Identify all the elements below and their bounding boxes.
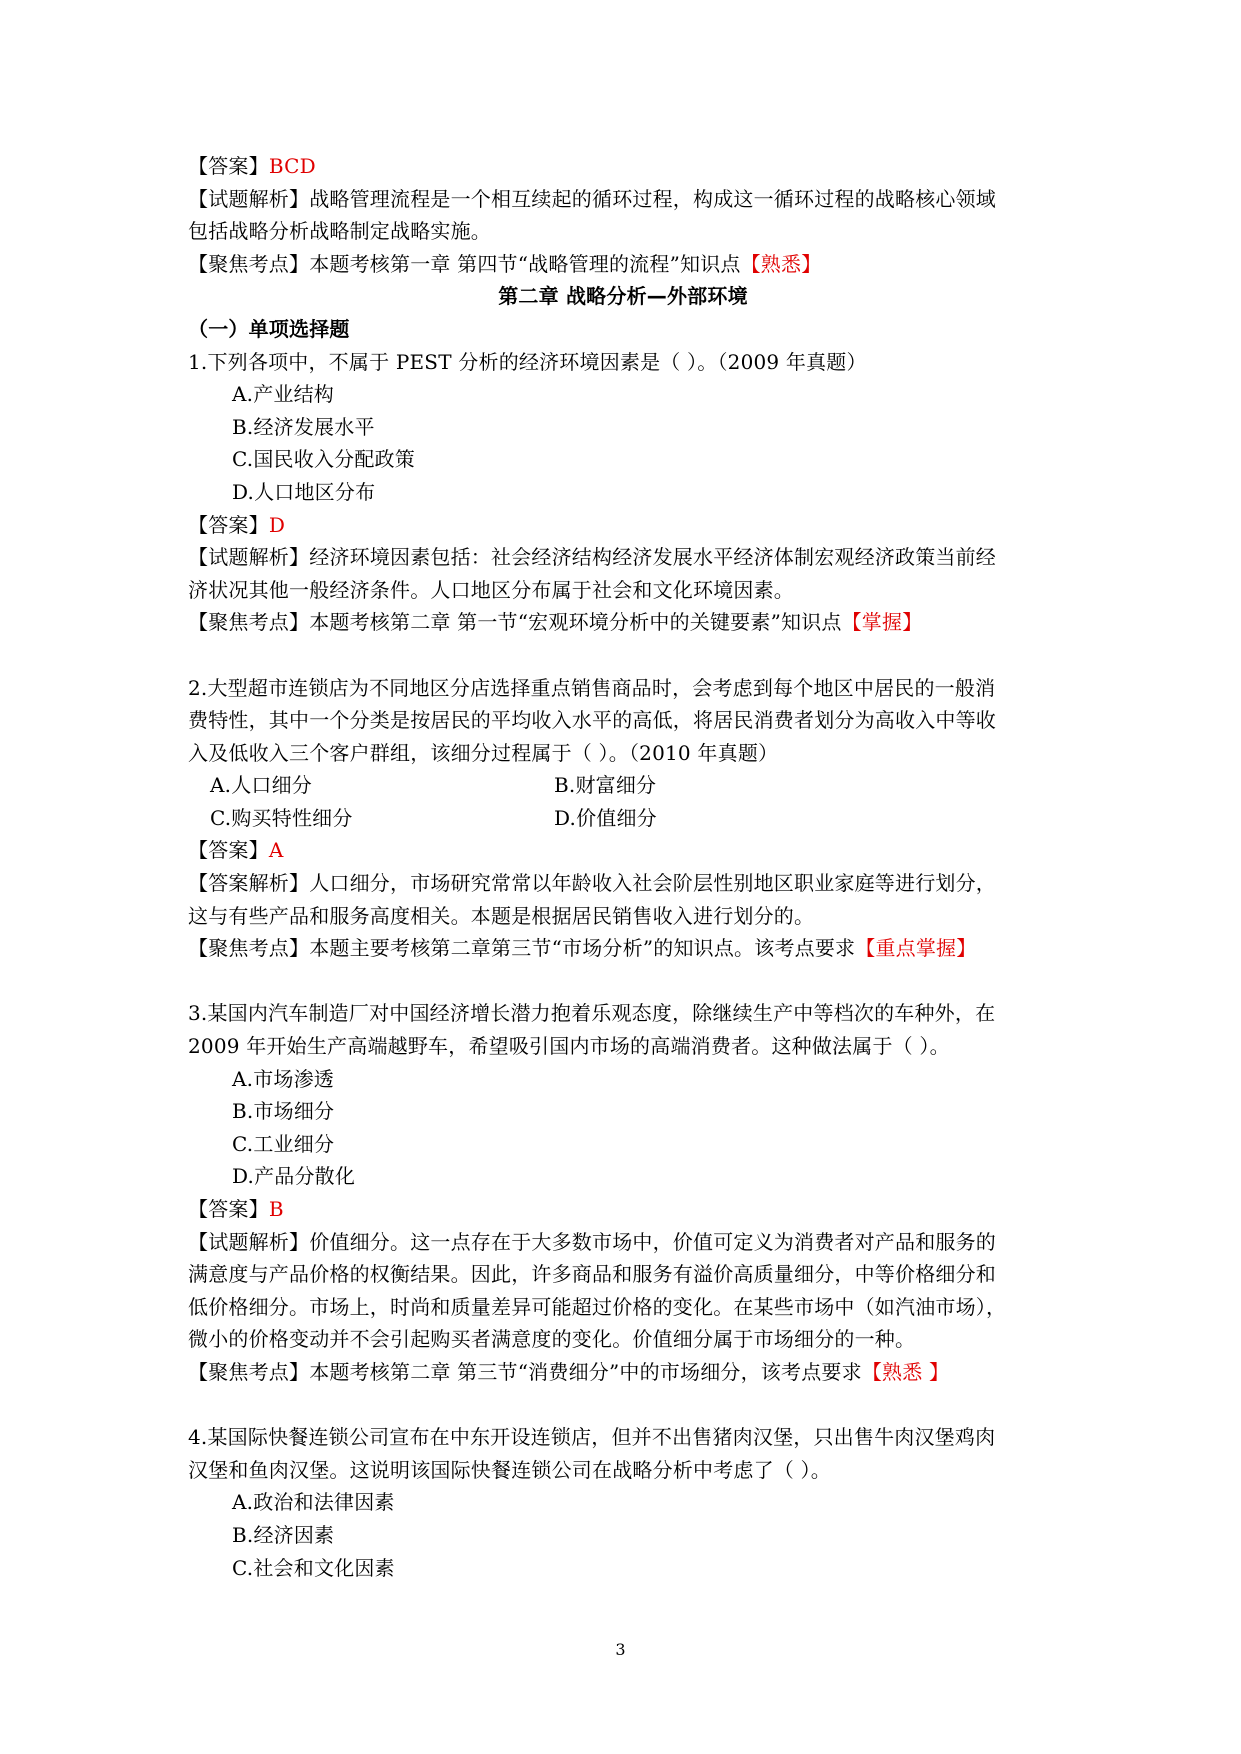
labeled-line	[188, 932, 1058, 965]
line-label: 【答案】	[188, 512, 269, 537]
text-line: 1.下列各项中，不属于 PEST 分析的经济环境因素是（ ）。（2009 年真题）	[188, 349, 867, 374]
line-value: 【熟悉 】	[861, 1359, 950, 1384]
line-label: 【聚焦考点】本题考核第二章 第一节“宏观环境分析中的关键要素”知识点	[188, 610, 842, 635]
blank-line	[188, 1389, 1058, 1422]
answer-option: D.产品分散化	[232, 1164, 356, 1189]
line-value: 【掌握】	[841, 610, 923, 635]
line-value: 【重点掌握】	[855, 936, 977, 961]
labeled-line	[188, 150, 1058, 183]
text-line: 【答案解析】人口细分，市场研究常常以年龄收入社会阶层性别地区职业家庭等进行划分，	[188, 871, 996, 896]
line-label: 【聚焦考点】本题考核第二章 第三节“消费细分”中的市场细分，该考点要求	[188, 1359, 862, 1384]
text-line: 低价格细分。市场上，时尚和质量差异可能超过价格的变化。在某些市场中（如汽油市场），	[188, 1294, 1007, 1319]
answer-option: A.政治和法律因素	[232, 1490, 395, 1515]
line-label: 【答案】	[188, 1197, 269, 1221]
line-value: BCD	[268, 154, 316, 178]
text-line: 满意度与产品价格的权衡结果。因此，许多商品和服务有溢价高质量细分，中等价格细分和	[188, 1262, 996, 1287]
text-line: 入及低收入三个客户群组，该细分过程属于（ ）。（2010 年真题）	[188, 740, 779, 765]
answer-option: B.经济发展水平	[232, 414, 375, 439]
page-content	[188, 150, 1058, 1584]
labeled-line	[188, 606, 1058, 639]
line-label: 【答案】	[188, 838, 269, 863]
answer-option: C.国民收入分配政策	[232, 447, 415, 472]
text-line: 汉堡和鱼肉汉堡。这说明该国际快餐连锁公司在战略分析中考虑了（ ）。	[188, 1457, 831, 1482]
answer-option: A.市场渗透	[232, 1066, 335, 1091]
labeled-line	[188, 1356, 1058, 1389]
chapter-heading: 第二章 战略分析—外部环境	[498, 284, 748, 309]
section-subheading: （一）单项选择题	[188, 316, 350, 341]
text-line: 济状况其他一般经济条件。人口地区分布属于社会和文化环境因素。	[188, 577, 794, 602]
line-value: 【熟悉】	[740, 251, 822, 276]
labeled-line	[188, 509, 1058, 542]
option-pair	[188, 802, 1058, 835]
text-line: 3.某国内汽车制造厂对中国经济增长潜力抱着乐观态度，除继续生产中等档次的车种外，在	[188, 1001, 996, 1026]
labeled-line	[188, 1193, 1058, 1226]
answer-option: C.工业细分	[232, 1131, 335, 1156]
text-line: 2.大型超市连锁店为不同地区分店选择重点销售商品时，会考虑到每个地区中居民的一般消	[188, 675, 996, 700]
answer-option: B.市场细分	[232, 1099, 335, 1124]
text-line: 包括战略分析战略制定战略实施。	[188, 219, 491, 244]
text-line: 这与有些产品和服务高度相关。本题是根据居民销售收入进行划分的。	[188, 903, 815, 928]
text-line: 4.某国际快餐连锁公司宣布在中东开设连锁店，但并不出售猪肉汉堡，只出售牛肉汉堡鸡肉	[188, 1425, 996, 1450]
line-value: A	[268, 838, 284, 863]
answer-option: A.人口细分	[210, 773, 313, 798]
blank-line	[188, 639, 1058, 672]
line-value: D	[268, 512, 286, 537]
answer-option: C.购买特性细分	[210, 805, 353, 830]
line-label: 【聚焦考点】本题主要考核第二章第三节“市场分析”的知识点。该考点要求	[188, 936, 856, 961]
text-line: 微小的价格变动并不会引起购买者满意度的变化。价值细分属于市场细分的一种。	[188, 1327, 916, 1352]
blank-line	[188, 965, 1058, 998]
answer-option: D.人口地区分布	[232, 479, 376, 504]
option-pair	[188, 769, 1058, 802]
answer-option: C.社会和文化因素	[232, 1555, 395, 1580]
text-line: 2009 年开始生产高端越野车，希望吸引国内市场的高端消费者。这种做法属于（ ）。	[188, 1034, 950, 1059]
line-value: B	[268, 1197, 284, 1221]
labeled-line	[188, 248, 1058, 281]
answer-option: D.价值细分	[554, 805, 657, 830]
answer-option: B.财富细分	[554, 773, 657, 798]
answer-option: A.产业结构	[232, 382, 335, 407]
text-line: 费特性，其中一个分类是按居民的平均收入水平的高低，将居民消费者划分为高收入中等收	[188, 708, 996, 733]
page-number: 3	[615, 1640, 626, 1659]
line-label: 【答案】	[188, 154, 269, 178]
text-line: 【试题解析】价值细分。这一点存在于大多数市场中，价值可定义为消费者对产品和服务的	[188, 1229, 996, 1254]
text-line: 【试题解析】经济环境因素包括：社会经济结构经济发展水平经济体制宏观经济政策当前经	[188, 545, 996, 570]
answer-option: B.经济因素	[232, 1522, 335, 1547]
line-label: 【聚焦考点】本题考核第一章 第四节“战略管理的流程”知识点	[188, 251, 741, 276]
text-line: 【试题解析】战略管理流程是一个相互续起的循环过程，构成这一循环过程的战略核心领域	[188, 186, 996, 211]
labeled-line	[188, 834, 1058, 867]
